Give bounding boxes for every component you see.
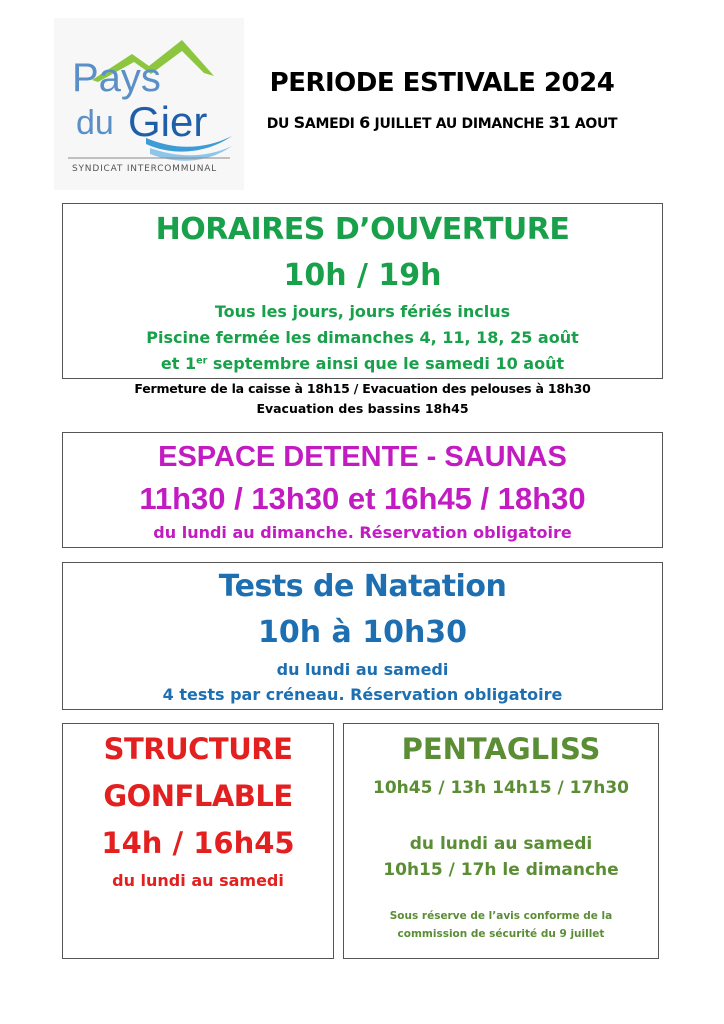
closing-note-1: Fermeture de la caisse à 18h15 / Evacuation des pelouses à 18h30 (134, 381, 591, 396)
page-title: PERIODE ESTIVALE 2024 (269, 68, 615, 98)
structure-line-1: du lundi au samedi (112, 871, 284, 890)
pays-du-gier-logo (54, 18, 244, 190)
structure-title-2: GONFLABLE (103, 779, 293, 813)
structure-title-1: STRUCTURE (103, 732, 293, 766)
pentagliss-line-2: 10h15 / 17h le dimanche (383, 860, 619, 880)
logo-word-du: du (76, 104, 114, 142)
horaires-hours: 10h / 19h (283, 258, 442, 293)
pentagliss-box (343, 723, 659, 959)
pentagliss-title: PENTAGLISS (401, 732, 601, 766)
saunas-title: ESPACE DETENTE - SAUNAS (158, 441, 567, 473)
pentagliss-note-1: Sous réserve de l’avis conforme de la (389, 910, 613, 922)
structure-box (62, 723, 334, 959)
horaires-title: HORAIRES D’OUVERTURE (155, 212, 570, 247)
pentagliss-note-2: commission de sécurité du 9 juillet (397, 928, 605, 940)
horaires-box (62, 203, 663, 379)
closing-note-2: Evacuation des bassins 18h45 (256, 401, 469, 416)
natation-title: Tests de Natation (218, 569, 507, 604)
pentagliss-hours: 10h45 / 13h 14h15 / 17h30 (372, 778, 630, 798)
saunas-line-1: du lundi au dimanche. Réservation obligatoire (153, 523, 572, 542)
saunas-hours: 11h30 / 13h30 et 16h45 / 18h30 (139, 481, 586, 516)
pentagliss-line-1: du lundi au samedi (409, 834, 593, 854)
page-subtitle: DU SAMEDI 6 JUILLET AU DIMANCHE 31 AOUT (266, 113, 618, 132)
logo-word-pays: Pays (72, 56, 161, 100)
horaires-line-1: Tous les jours, jours fériés inclus (214, 302, 511, 321)
structure-hours: 14h / 16h45 (101, 826, 295, 860)
natation-hours: 10h à 10h30 (257, 615, 468, 650)
natation-box (62, 562, 663, 710)
horaires-line-3: et 1er septembre ainsi que le samedi 10 août (160, 354, 565, 373)
logo-caption: SYNDICAT INTERCOMMUNAL (72, 164, 217, 174)
saunas-box (62, 432, 663, 548)
natation-line-1: du lundi au samedi (276, 660, 449, 679)
horaires-line-2: Piscine fermée les dimanches 4, 11, 18, 25 août (146, 328, 579, 347)
natation-line-2: 4 tests par créneau. Réservation obligatoire (162, 685, 563, 704)
logo-word-gier: Gier (128, 98, 208, 145)
